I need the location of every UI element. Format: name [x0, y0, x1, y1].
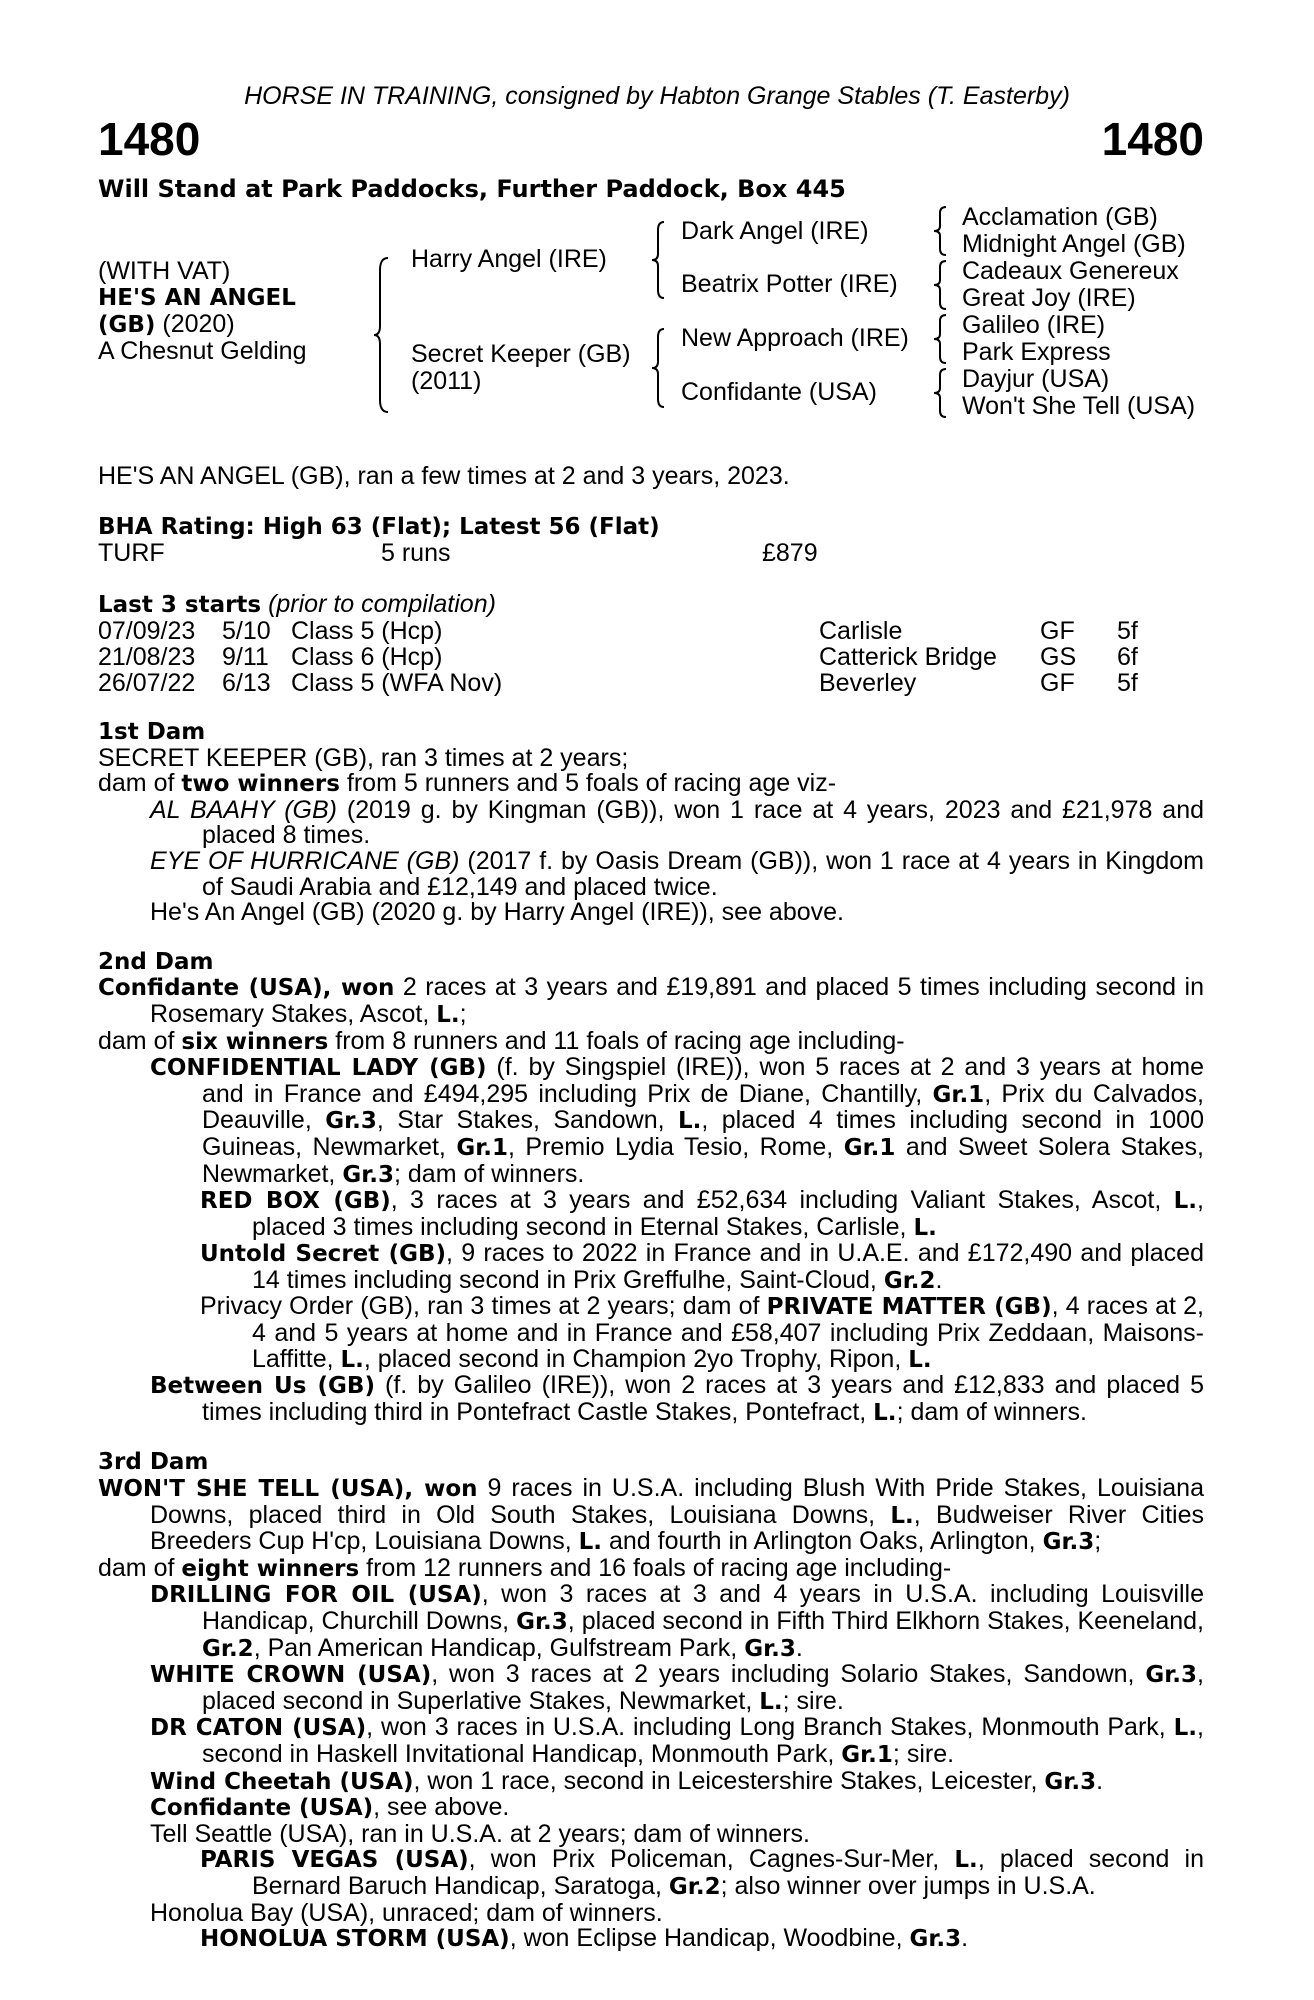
- brace-sire-parents: [652, 220, 670, 300]
- start-class: Class 6 (Hcp): [291, 643, 443, 671]
- rating-earnings: £879: [762, 539, 818, 567]
- horse-name-line: [98, 284, 296, 312]
- start-date: 26/07/22: [98, 669, 196, 697]
- pedigree-g4: Great Joy (IRE): [962, 284, 1136, 312]
- start-going: GF: [1040, 617, 1075, 645]
- start-distance: 5f: [1117, 617, 1138, 645]
- dam2-grandprogeny-3: Privacy Order (GB), ran 3 times at 2 years; dam of PRIVATE MATTER (GB), 4 races at 2, 4 and 5 years at home and in France and £58,407 including Prix Zeddaan, Maisons-Laffitte, L., placed second in Champion 2yo Trophy, Ripon, L.: [200, 1292, 1204, 1373]
- start-course: Beverley: [819, 669, 917, 697]
- start-course: Catterick Bridge: [819, 643, 997, 671]
- brace-dam-parents: [652, 327, 670, 409]
- brace-g4: [934, 367, 950, 419]
- dam2-produce: dam of six winners from 8 runners and 11 foals of racing age including-: [98, 1026, 905, 1055]
- horse-description: A Chesnut Gelding: [98, 337, 307, 365]
- last-starts-heading: [98, 590, 496, 619]
- start-class: Class 5 (WFA Nov): [291, 669, 503, 697]
- pedigree-g1: Acclamation (GB): [962, 203, 1158, 231]
- rating-runs: 5 runs: [381, 539, 451, 567]
- brace-g3: [934, 313, 950, 365]
- brace-sire-dam: [374, 256, 398, 414]
- horse-vat: (WITH VAT): [98, 257, 231, 285]
- start-position: 5/10: [222, 617, 271, 645]
- dam3-progeny-3: DR CATON (USA), won 3 races in U.S.A. including Long Branch Stakes, Monmouth Park, L., second in Haskell Invitational Handicap, Monmouth Park, Gr.1; sire.: [150, 1713, 1204, 1768]
- horse-country-line: [98, 311, 235, 339]
- start-date: 07/09/23: [98, 617, 196, 645]
- lot-number-left: 1480: [98, 113, 201, 165]
- pedigree-g3: Cadeaux Genereux: [962, 257, 1179, 285]
- dam3-record: WON'T SHE TELL (USA), won 9 races in U.S.A. including Blush With Pride Stakes, Louisiana Downs, placed third in Old South Stakes, Louisiana Downs, L., Budweiser River Cities Breeders Cup H'cp, Louisiana Downs, L. and fourth in Arlington Oaks, Arlington, Gr.3;: [98, 1474, 1205, 1556]
- dam3-grandprogeny-1: PARIS VEGAS (USA), won Prix Policeman, Cagnes-Sur-Mer, L., placed second in Bernard Baruch Handicap, Saratoga, Gr.2; also winner over jumps in U.S.A.: [200, 1845, 1205, 1900]
- horse-summary: HE'S AN ANGEL (GB), ran a few times at 2 and 3 years, 2023.: [98, 462, 790, 490]
- pedigree-g7: Dayjur (USA): [962, 365, 1110, 393]
- start-date: 21/08/23: [98, 643, 196, 671]
- consignment-line: HORSE IN TRAINING, consigned by Habton Grange Stables (T. Easterby): [244, 82, 1070, 110]
- stand-location: Will Stand at Park Paddocks, Further Paddock, Box 445: [98, 175, 846, 203]
- dam2-grandprogeny-2: Untold Secret (GB), 9 races to 2022 in France and in U.A.E. and £172,490 and placed 14 times including second in Prix Greffulhe, Saint-Cloud, Gr.2.: [200, 1239, 1204, 1294]
- dam3-produce: dam of eight winners from 12 runners and 16 foals of racing age including-: [98, 1553, 952, 1582]
- brace-g2: [934, 259, 950, 311]
- dam2-grandprogeny-1: RED BOX (GB), 3 races at 3 years and £52,634 including Valiant Stakes, Ascot, L., placed 3 times including second in Eternal Stakes, Carlisle, L.: [200, 1186, 1204, 1241]
- horse-country: (GB): [98, 312, 156, 338]
- last-starts-title: Last 3 starts: [98, 592, 262, 618]
- start-position: 9/11: [222, 643, 269, 671]
- dam1-line2: dam of two winners from 5 runners and 5 foals of racing age viz-: [98, 769, 837, 798]
- dam1-progeny-2: EYE OF HURRICANE (GB) (2017 f. by Oasis Dream (GB)), won 1 race at 4 years in Kingdom of Saudi Arabia and £12,149 and placed twice.: [150, 846, 1204, 901]
- start-going: GS: [1040, 643, 1077, 671]
- dam3-progeny-4: Wind Cheetah (USA), won 1 race, second in Leicestershire Stakes, Leicester, Gr.3.: [150, 1766, 1104, 1795]
- start-course: Carlisle: [819, 617, 903, 645]
- horse-name: HE'S AN ANGEL: [98, 285, 296, 311]
- dam-sections: [98, 720, 1204, 1953]
- dam1-progeny-3: He's An Angel (GB) (2020 g. by Harry Angel (IRE)), see above.: [150, 898, 844, 927]
- brace-g1: [934, 205, 950, 257]
- dam3-progeny-1: DRILLING FOR OIL (USA), won 3 races at 3 and 4 years in U.S.A. including Louisville Handicap, Churchill Downs, Gr.3, placed second in Fifth Third Elkhorn Stakes, Keeneland, Gr.2, Pan American Handicap, Gulfstream Park, Gr.3.: [150, 1580, 1205, 1662]
- last-starts-note: (prior to compilation): [268, 590, 496, 618]
- dam3-progeny-2: WHITE CROWN (USA), won 3 races at 2 years including Solario Stakes, Sandown, Gr.3, placed second in Superlative Stakes, Newmarket, L.; sire.: [150, 1660, 1204, 1715]
- horse-year: (2020): [162, 310, 235, 338]
- rating-surface: TURF: [98, 539, 165, 567]
- pedigree-sire-sire: Dark Angel (IRE): [681, 217, 869, 245]
- lot-number-right: 1480: [1101, 113, 1204, 165]
- dam2-record: Confidante (USA), won 2 races at 3 years and £19,891 and placed 5 times including second in Rosemary Stakes, Ascot, L.;: [98, 973, 1205, 1028]
- start-class: Class 5 (Hcp): [291, 617, 443, 645]
- dam3-grandprogeny-2: HONOLUA STORM (USA), won Eclipse Handicap, Woodbine, Gr.3.: [200, 1924, 969, 1953]
- pedigree-g8: Won't She Tell (USA): [962, 392, 1196, 420]
- dam2-progeny-2: Between Us (GB) (f. by Galileo (IRE)), won 2 races at 3 years and £12,833 and placed 5 times including third in Pontefract Castle Stakes, Pontefract, L.; dam of winners.: [150, 1371, 1204, 1426]
- dam3-title: 3rd Dam: [98, 1449, 209, 1476]
- pedigree-dam-sire: New Approach (IRE): [681, 324, 909, 352]
- pedigree-g5: Galileo (IRE): [962, 311, 1106, 339]
- pedigree-dam: Secret Keeper (GB): [411, 340, 631, 368]
- pedigree-sire: Harry Angel (IRE): [411, 245, 607, 273]
- dam1-progeny-1: AL BAAHY (GB) (2019 g. by Kingman (GB)), won 1 race at 4 years, 2023 and £21,978 and placed 8 times.: [150, 795, 1204, 850]
- dam2-progeny-1: CONFIDENTIAL LADY (GB) (f. by Singspiel (IRE)), won 5 races at 2 and 3 years at home and in France and £494,295 including Prix de Diane, Chantilly, Gr.1, Prix du Calvados, Deauville, Gr.3, Star Stakes, Sandown, L., placed 4 times including second in 1000 Guineas, Newmarket, Gr.1, Premio Lydia Tesio, Rome, Gr.1 and Sweet Solera Stakes, Newmarket, Gr.3; dam of winners.: [150, 1053, 1204, 1188]
- bha-rating: BHA Rating: High 63 (Flat); Latest 56 (Flat): [98, 514, 660, 540]
- start-going: GF: [1040, 669, 1075, 697]
- pedigree-dam-year: (2011): [411, 367, 482, 395]
- pedigree-g2: Midnight Angel (GB): [962, 230, 1186, 258]
- pedigree-sire-dam: Beatrix Potter (IRE): [681, 270, 898, 298]
- dam3-progeny-7: Honolua Bay (USA), unraced; dam of winners.: [150, 1898, 663, 1927]
- start-distance: 5f: [1117, 669, 1138, 697]
- dam1-line1: SECRET KEEPER (GB), ran 3 times at 2 years;: [98, 743, 629, 772]
- start-distance: 6f: [1117, 643, 1138, 671]
- pedigree-dam-dam: Confidante (USA): [681, 378, 877, 406]
- start-position: 6/13: [222, 669, 271, 697]
- pedigree-g6: Park Express: [962, 338, 1111, 366]
- dam1-title: 1st Dam: [98, 719, 206, 745]
- dam3-progeny-5: Confidante (USA), see above.: [150, 1793, 510, 1822]
- dam3-progeny-6: Tell Seattle (USA), ran in U.S.A. at 2 years; dam of winners.: [150, 1819, 810, 1848]
- dam2-title: 2nd Dam: [98, 948, 214, 975]
